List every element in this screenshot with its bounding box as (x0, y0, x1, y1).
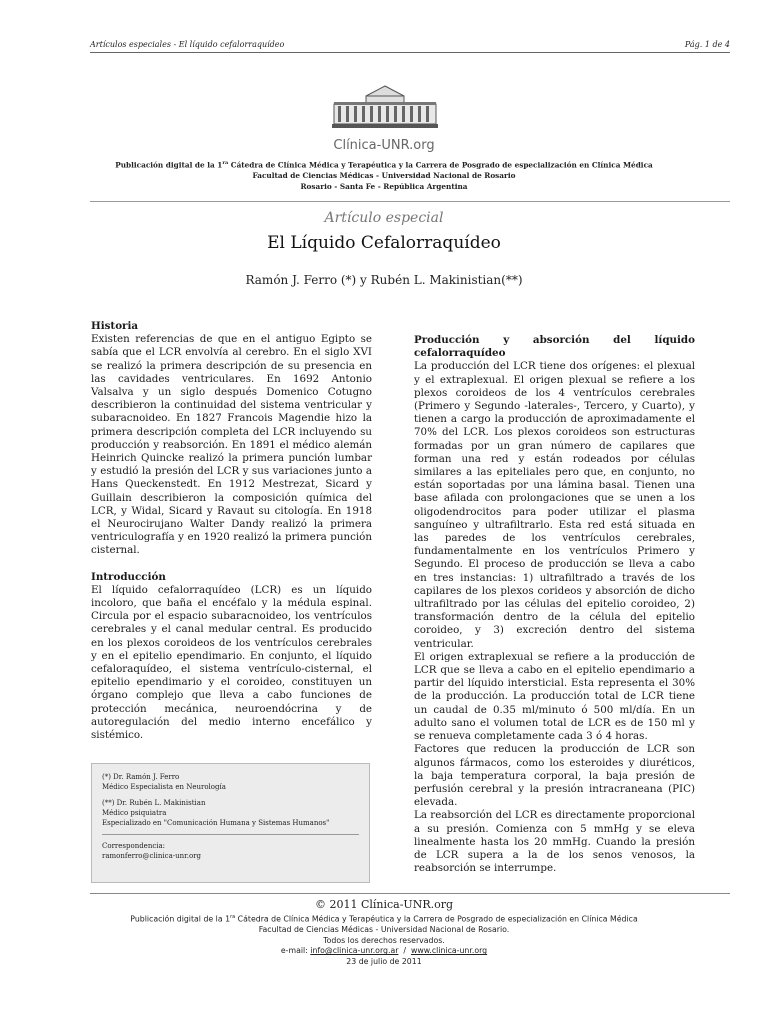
article-authors: Ramón J. Ferro (*) y Rubén L. Makinistian(**) (245, 273, 523, 287)
divider (90, 201, 730, 202)
notes-divider (102, 834, 359, 835)
article-title: El Líquido Cefalorraquídeo (267, 233, 501, 253)
production-p4: La reabsorción del LCR es directamente proporcional a su presión. Comienza con 5 mmHg y se eleva linealmente hasta los 20 mmHg. Cuando la presión de LCR supera a la de los senos venosos, la reabsorción se interrumpe. (414, 809, 695, 875)
running-header (90, 40, 730, 53)
footer-separator: / (398, 946, 411, 956)
author2-name: (**) Dr. Rubén L. Makinistian (102, 799, 206, 807)
pub-line1-pre: Publicación digital de la 1 (115, 160, 223, 170)
footer-line-3: Todos los derechos reservados. (323, 935, 445, 945)
footer-line-2: Facultad de Ciencias Médicas - Universidad Nacional de Rosario. (258, 925, 510, 935)
footer-line1-post: Cátedra de Clínica Médica y Terapéutica y la Carrera de Posgrado de especialización en Clínica Médica (235, 914, 638, 924)
site-name: Clínica-UNR.org (333, 138, 435, 153)
footer-line-1 (0, 912, 768, 925)
footer-email-link[interactable]: info@clinica-unr.org.ar (310, 946, 399, 956)
author1-note (102, 772, 359, 792)
production-heading: Producción y absorción del líquido cefalorraquídeo (414, 334, 695, 360)
intro-text: El líquido cefalorraquídeo (LCR) es un líquido incoloro, que baña el encéfalo y la médula espinal. Circula por el espacio subaracnoideo, los ventrículos cerebrales y el canal medular central. Es producido en los plexos coroideos de los ventrículos cerebrales y en el epitelio ependimario. En conjunto, el líquido cefaloraquídeo, el sistema ventrículo-cisternal, el epitelio ependimario y el coroideo, constituyen un órgano complejo que lleva a cabo funciones de protección mecánica, neuroendócrina y de autoregulación del medio interno encefálico y sistémico. (91, 583, 372, 742)
historia-text: Existen referencias de que en el antiguo Egipto se sabía que el LCR envolvía al cerebro. En el siglo XVI se realizó la primera descripción de su presencia en las cavidades ventriculares. En 1692 Antonio Valsalva y un siglo después Domenico Cotugno describieron la continuidad del sistema ventricular y subaracnoideo. En 1827 Francois Magendie hizo la primera descripción completa del LCR incluyendo su producción y reabsorción. En 1891 el médico alemán Heinrich Quincke realizó la primera punción lumbar y estudió la presión del LCR y sus variaciones junto a Hans Queckenstedt. En 1912 Mestrezat, Sicard y Guillain describieron la composición química del LCR, y Widal, Sicard y Ravaut su citología. En 1918 el Neurocirujano Walter Dandy realizó la primera ventriculografía y en 1920 realizó la primera punción cisternal. (91, 333, 372, 557)
author1-role: Médico Especialista en Neurología (102, 783, 226, 791)
production-p2: El origen extraplexual se refiere a la producción de LCR que se lleva a cabo en el epitelio ependimario a partir del líquido intersticial. Esta representa el 30% de la producción. La producción total de LCR tiene un caudal de 0.35 ml/minuto ó 500 ml/día. En un adulto sano el volumen total de LCR es de 150 ml y se renueva completamente cada 3 ó 4 horas. (414, 650, 695, 743)
footer-line1-sup: ra (230, 914, 236, 920)
publication-line-3: Rosario - Santa Fe - República Argentina (300, 182, 468, 192)
page-footer (0, 898, 768, 968)
footer-email-label: e-mail: (280, 946, 311, 956)
running-title: Artículos especiales - El líquido cefalorraquídeo (90, 40, 285, 49)
author-notes-box (91, 763, 370, 883)
footer-contact (0, 946, 768, 957)
intro-heading: Introducción (91, 570, 166, 583)
production-p3: Factores que reducen la producción de LCR son algunos fármacos, como los esteroides y diuréticos, la baja temperatura corporal, la baja presión de perfusión cerebral y la presión intracraneana (PIC) elevada. (414, 743, 695, 809)
pub-line1-sup: ra (222, 160, 229, 166)
author1-name: (*) Dr. Ramón J. Ferro (102, 773, 180, 781)
page-number: Pág. 1 de 4 (684, 40, 730, 49)
author2-spec: Especializado en "Comunicación Humana y Sistemas Humanos" (102, 819, 330, 827)
author2-note (102, 798, 359, 828)
article-kicker: Artículo especial (324, 210, 444, 226)
left-column (91, 320, 372, 742)
building-logo-drawing (330, 82, 440, 130)
historia-heading: Historia (91, 320, 139, 332)
pub-line1-post: Cátedra de Clínica Médica y Terapéutica y la Carrera de Posgrado de especialización en Clínica Médica (228, 160, 653, 170)
footer-date: 23 de julio de 2011 (346, 956, 422, 966)
right-column (414, 334, 695, 875)
footer-divider (90, 893, 730, 894)
publication-info (60, 158, 708, 192)
footer-copyright: © 2011 Clínica-UNR.org (314, 898, 454, 911)
production-p1: La producción del LCR tiene dos orígenes: el plexual y el extraplexual. El origen plexual se refiere a los plexos coroideos de los 4 ventrículos cerebrales (Primero y Segundo -laterales-, Tercero, y Cuarto), y tienen a cargo la producción de aproximadamente el 70% del LCR. Los plexos coroideos son estructuras formadas por un gran número de capilares que forman una red y están rodeados por células similares a las epiteliales pero que, en conjunto, no están soportadas por una lámina basal. Tienen una base afilada con prolongaciones que se unen a los oligodendrocitos para poder utilizar el plasma sanguíneo y ultrafiltrarlo. Esta red está situada en las paredes de los ventrículos cerebrales, fundamentalmente en los ventrículos Primero y Segundo. El proceso de producción se lleva a cabo en tres instancias: 1) ultrafiltrado a través de los capilares de los plexos corideos y absorción de dicho ultrafiltrado por las células del epitelio coroideo, 2) transformación dentro de la célula del epitelio coroideo, y 3) excreción dentro del sistema ventricular. (414, 360, 695, 650)
footer-line1-pre: Publicación digital de la 1 (130, 914, 231, 924)
footer-website-link[interactable]: www.clinica-unr.org (410, 946, 488, 956)
publication-line-2: Facultad de Ciencias Médicas - Universidad Nacional de Rosario (252, 171, 516, 181)
publication-line-1 (60, 158, 708, 170)
author2-role: Médico psiquiatra (102, 809, 167, 817)
building-logo-icon (330, 82, 440, 130)
correspondence-label: Correspondencia: (102, 842, 166, 850)
correspondence-email[interactable]: ramonferro@clinica-unr.org (102, 852, 201, 860)
